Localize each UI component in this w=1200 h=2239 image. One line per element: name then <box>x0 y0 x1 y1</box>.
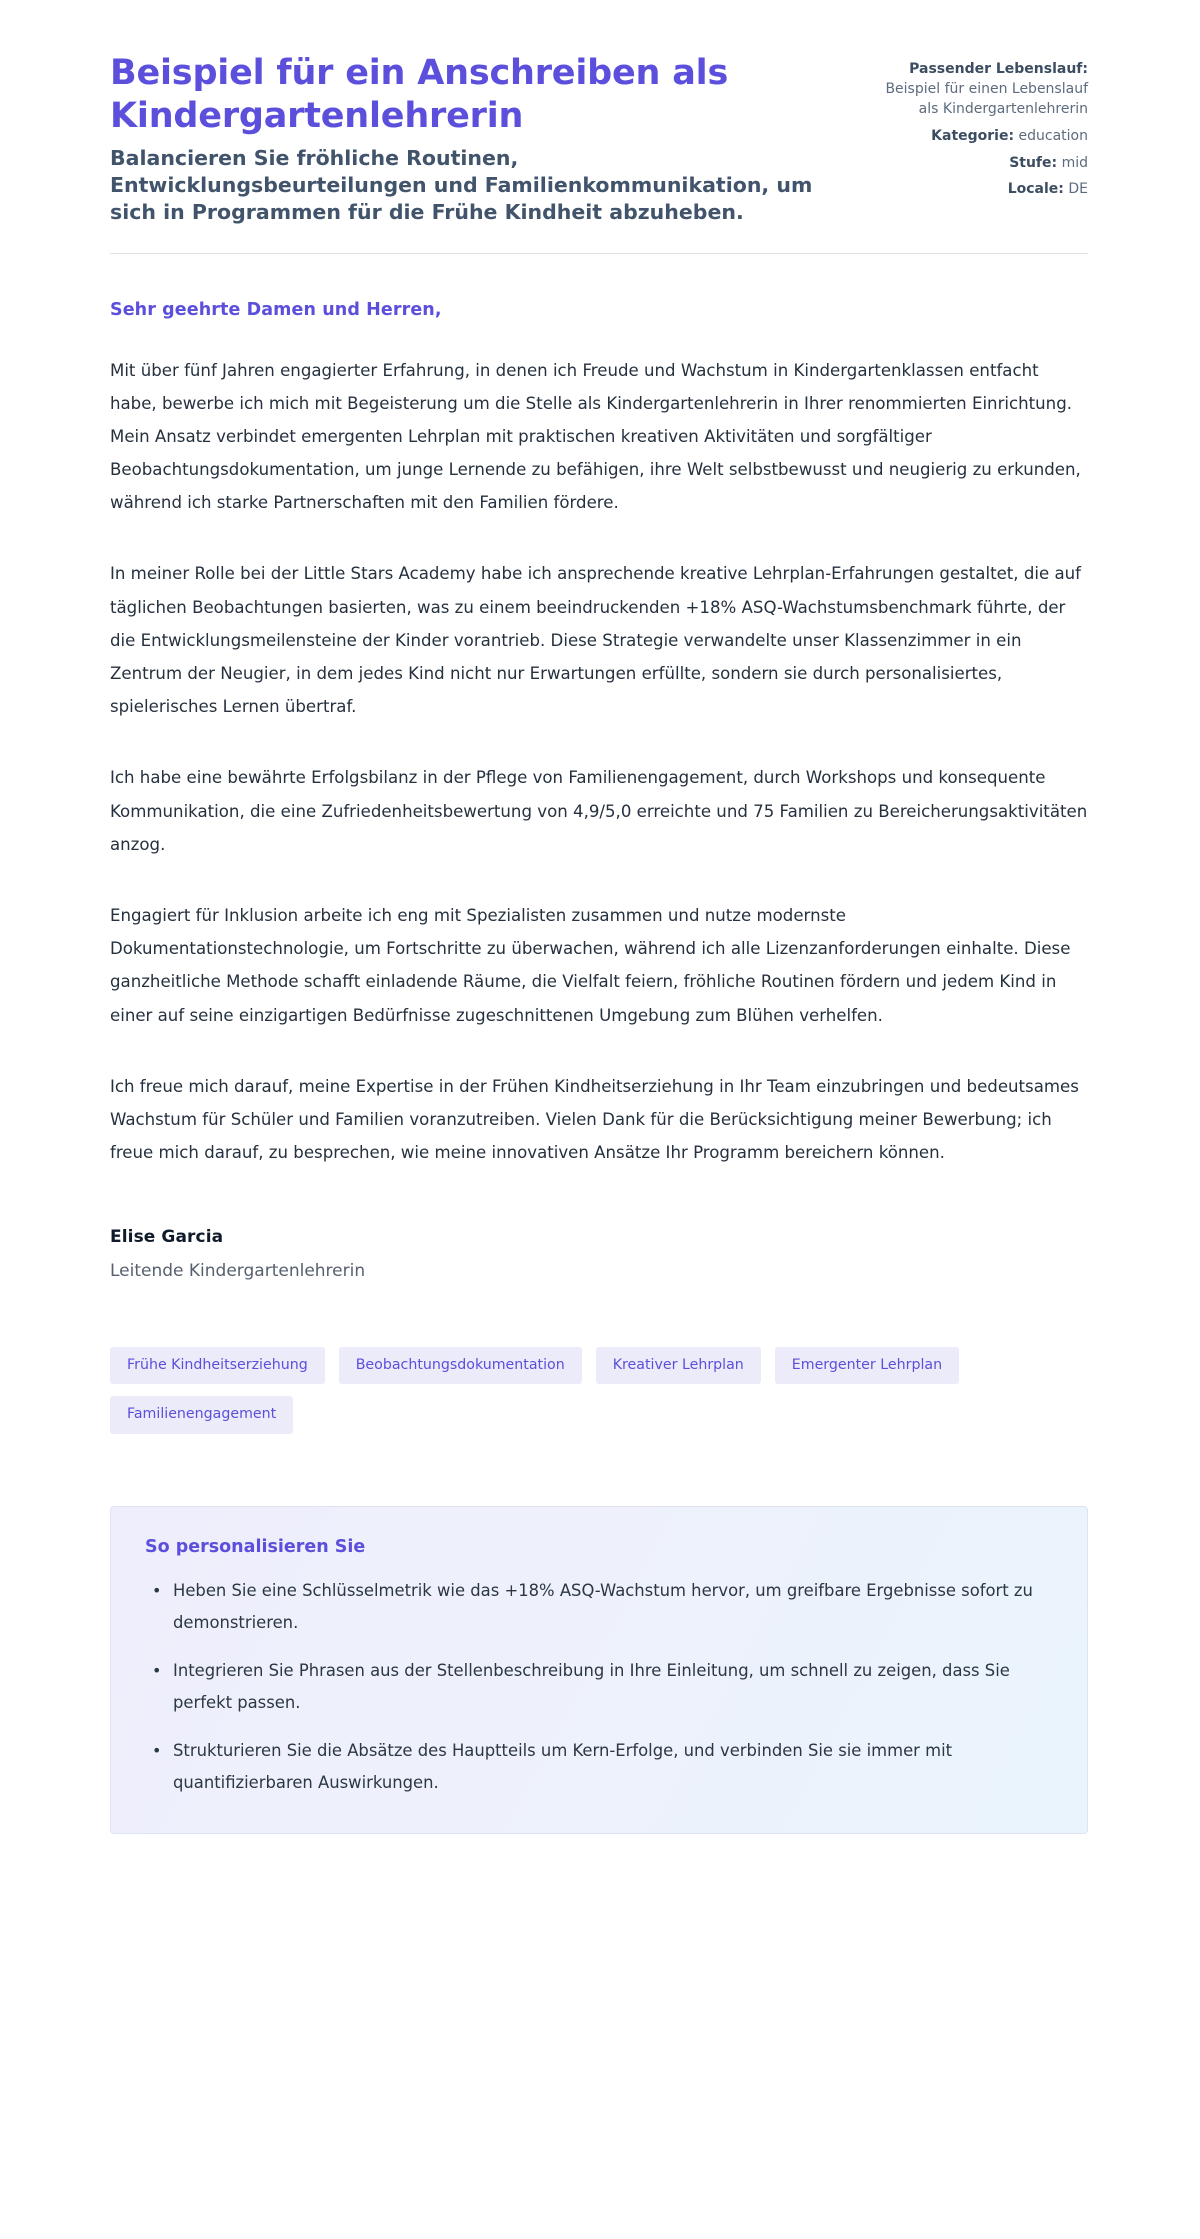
meta-locale <box>863 180 1088 200</box>
callout-title: So personalisieren Sie <box>145 1536 366 1557</box>
callout-list-item: • Heben Sie eine Schlüsselmetrik wie das +18% ASQ-Wachstum hervor, um greifbare Ergebnisse sofort zu demonstrieren. <box>169 1575 1053 1639</box>
callout-list-item: • Integrieren Sie Phrasen aus der Stellenbeschreibung in Ihre Einleitung, um schnell zu zeigen, dass Sie perfekt passen. <box>169 1655 1053 1719</box>
tag-list <box>110 1347 1088 1433</box>
meta-matching-resume-value[interactable]: Beispiel für einen Lebenslauf als Kindergartenlehrerin <box>885 80 1088 117</box>
callout-list <box>145 1575 1053 1799</box>
meta-category <box>863 127 1088 147</box>
signature-role: Leitende Kindergartenlehrerin <box>110 1261 366 1282</box>
signature-name: Elise Garcia <box>110 1227 224 1248</box>
tag-chip[interactable]: Kreativer Lehrplan <box>596 1347 761 1384</box>
tag-chip[interactable]: Frühe Kindheitserziehung <box>110 1347 325 1384</box>
meta-matching-resume-label: Passender Lebenslauf: <box>909 61 1088 77</box>
meta-locale-value: DE <box>1068 181 1088 198</box>
letter-body <box>110 300 1088 1282</box>
tag-chip[interactable]: Emergenter Lehrplan <box>775 1347 959 1384</box>
page-subtitle: Balancieren Sie fröhliche Routinen, Entwicklungsbeurteilungen und Familienkommunikation, um sich in Programmen für die Frühe Kindheit abzuheben. <box>110 145 813 225</box>
letter-paragraph: Ich freue mich darauf, meine Expertise in der Frühen Kindheitserziehung in Ihr Team einzubringen und bedeutsames Wachstum für Schüler und Familien voranzutreiben. Vielen Dank für die Berücksichtigung meiner Bewerbung; ich freue mich darauf, zu besprechen, wie meine innovativen Ansätze Ihr Programm bereichern können. <box>110 1076 1079 1163</box>
letter-paragraph: In meiner Rolle bei der Little Stars Academy habe ich ansprechende kreative Lehrplan-Erfahrungen gestaltet, die auf täglichen Beobachtungen basierten, was zu einem beeindruckenden +18% ASQ-Wachstumsbenchmark führte, der die Entwicklungsmeilensteine der Kinder vorantrieb. Diese Strategie verwandelte unser Klassenzimmer in ein Zentrum der Neugier, in dem jedes Kind nicht nur Erwartungen erfüllte, sondern sie durch personalisiertes, spielerisches Lernen übertraf. <box>110 564 1082 717</box>
page-title: Beispiel für ein Anschreiben als Kindergartenlehrerin <box>110 53 729 137</box>
header-divider <box>110 253 1088 254</box>
header-title-block <box>110 52 827 227</box>
tag-chip[interactable]: Beobachtungsdokumentation <box>339 1347 582 1384</box>
letter-salutation: Sehr geehrte Damen und Herren, <box>110 299 442 320</box>
meta-level-label: Stufe: <box>1009 154 1058 171</box>
document-metadata <box>863 52 1088 200</box>
tag-chip[interactable]: Familienengagement <box>110 1396 293 1433</box>
signature-block <box>110 1227 1088 1281</box>
meta-level <box>863 154 1088 174</box>
letter-paragraph: Engagiert für Inklusion arbeite ich eng mit Spezialisten zusammen und nutze modernste Dokumentationstechnologie, um Fortschritte zu überwachen, während ich alle Lizenzanforderungen einhalte. Diese ganzheitliche Methode schafft einladende Räume, die Vielfalt feiern, fröhliche Routinen fördern und jedem Kind in einer auf seine einzigartigen Bedürfnisse zugeschnittenen Umgebung zum Blühen verhelfen. <box>110 905 1071 1025</box>
letter-paragraph: Ich habe eine bewährte Erfolgsbilanz in der Pflege von Familienengagement, durch Workshops und konsequente Kommunikation, die eine Zufriedenheitsbewertung von 4,9/5,0 erreichte und 75 Familien zu Bereicherungsaktivitäten anzog. <box>110 768 1088 854</box>
meta-locale-label: Locale: <box>1007 181 1064 198</box>
letter-paragraph: Mit über fünf Jahren engagierter Erfahrung, in denen ich Freude und Wachstum in Kindergartenklassen entfacht habe, bewerbe ich mich mit Begeisterung um die Stelle als Kindergartenlehrerin in Ihrer renommierten Einrichtung. Mein Ansatz verbindet emergenten Lehrplan mit praktischen kreativen Aktivitäten und sorgfältiger Beobachtungsdokumentation, um junge Lernende zu befähigen, ihre Welt selbstbewusst und neugierig zu erkunden, während ich starke Partnerschaften mit den Familien fördere. <box>110 360 1081 513</box>
meta-level-value: mid <box>1061 154 1088 171</box>
document-header <box>110 52 1088 253</box>
meta-category-label: Kategorie: <box>931 127 1015 144</box>
callout-list-item: • Strukturieren Sie die Absätze des Hauptteils um Kern-Erfolge, und verbinden Sie sie immer mit quantifizierbaren Auswirkungen. <box>169 1735 1053 1799</box>
meta-matching-resume <box>863 60 1088 120</box>
personalization-callout <box>110 1506 1088 1834</box>
meta-category-value: education <box>1018 127 1088 144</box>
